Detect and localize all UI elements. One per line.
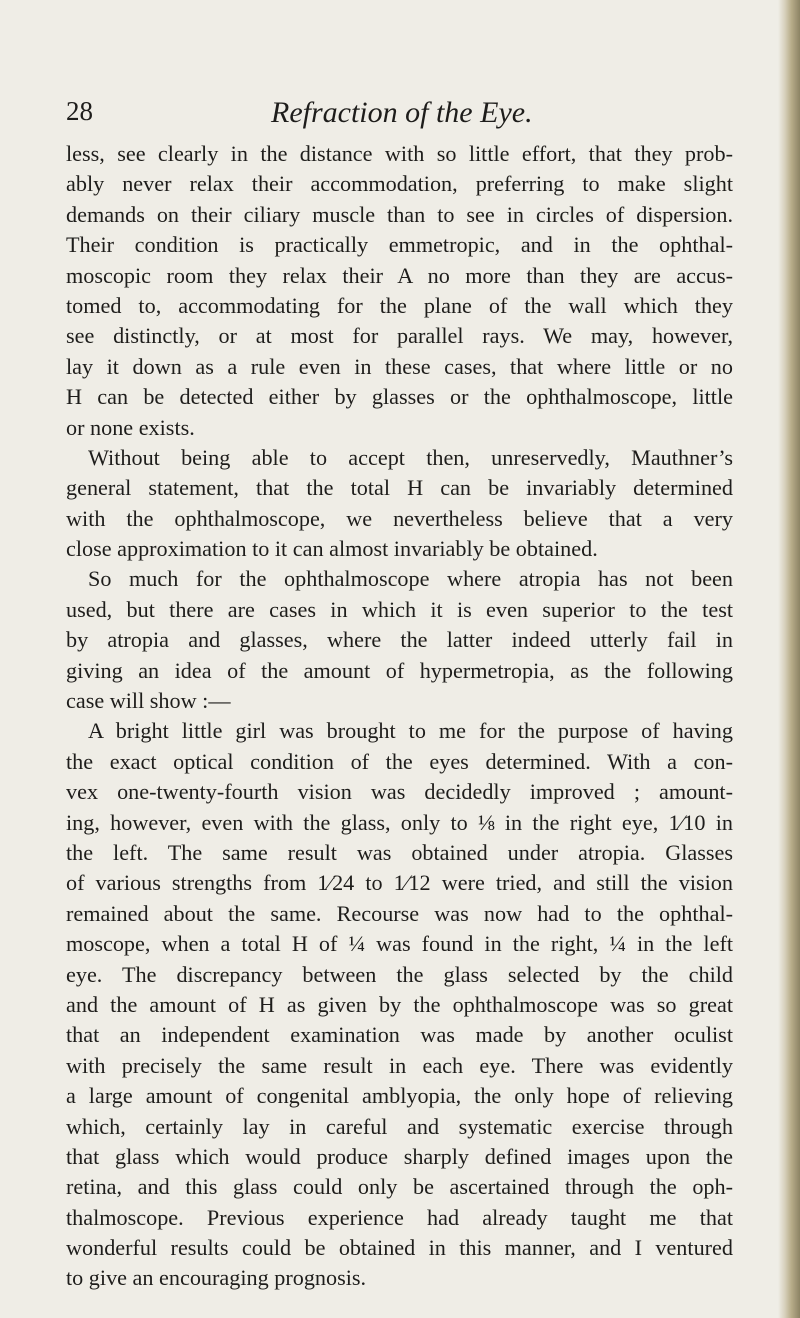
text-line: the left. The same result was obtained under atropia. Glasses bbox=[66, 839, 733, 865]
text-line: So much for the ophthalmoscope where atropia has not been bbox=[88, 566, 733, 592]
page-edge-shading bbox=[778, 0, 800, 1318]
text-line: ably never relax their accommodation, preferring to make slight bbox=[66, 171, 733, 197]
text-line: less, see clearly in the distance with so little effort, that they prob- bbox=[66, 141, 733, 166]
text-line: A bright little girl was brought to me for the purpose of having bbox=[88, 718, 733, 744]
text-line: with precisely the same result in each eye. There was evidently bbox=[66, 1052, 733, 1078]
text-line: or none exists. bbox=[66, 414, 195, 440]
text-line: which, certainly lay in careful and systematic exercise through bbox=[66, 1113, 733, 1139]
page-header bbox=[66, 96, 732, 136]
text-line: to give an encouraging prognosis. bbox=[66, 1265, 367, 1291]
text-line: tomed to, accommodating for the plane of the wall which they bbox=[66, 292, 733, 318]
text-line: by atropia and glasses, where the latter indeed utterly fail in bbox=[66, 627, 733, 653]
text-line: remained about the same. Recourse was now had to the ophthal- bbox=[66, 900, 733, 926]
text-line: giving an idea of the amount of hypermetropia, as the following bbox=[66, 657, 733, 683]
text-line: demands on their ciliary muscle than to see in circles of dispersion. bbox=[66, 201, 733, 227]
text-line: H can be detected either by glasses or the ophthalmoscope, little bbox=[66, 384, 733, 410]
text-line: with the ophthalmoscope, we nevertheless believe that a very bbox=[66, 505, 733, 531]
text-line: a large amount of congenital amblyopia, the only hope of relieving bbox=[66, 1083, 733, 1109]
text-line: retina, and this glass could only be ascertained through the oph- bbox=[66, 1174, 733, 1200]
running-title: Refraction of the Eye. bbox=[271, 96, 533, 129]
text-line: close approximation to it can almost invariably be obtained. bbox=[66, 536, 598, 562]
text-line: the exact optical condition of the eyes determined. With a con- bbox=[66, 748, 733, 774]
page-number: 28 bbox=[66, 96, 93, 126]
text-line: vex one-twenty-fourth vision was decidedly improved ; amount- bbox=[66, 779, 733, 805]
text-line: moscopic room they relax their A no more than they are accus- bbox=[66, 262, 733, 288]
text-line: lay it down as a rule even in these cases, that where little or no bbox=[66, 353, 733, 379]
text-line: that glass which would produce sharply defined images upon the bbox=[66, 1143, 733, 1169]
text-line: eye. The discrepancy between the glass selected by the child bbox=[66, 961, 733, 987]
text-line: Without being able to accept then, unreservedly, Mauthner’s bbox=[88, 444, 733, 470]
text-line: moscope, when a total H of ¼ was found in the right, ¼ in the left bbox=[66, 931, 733, 957]
text-line: ing, however, even with the glass, only to ⅛ in the right eye, 1⁄10 in bbox=[66, 809, 733, 835]
text-line: thalmoscope. Previous experience had already taught me that bbox=[66, 1204, 733, 1230]
text-line: that an independent examination was made by another oculist bbox=[66, 1022, 733, 1048]
body-text bbox=[66, 139, 733, 1294]
text-line: Their condition is practically emmetropic, and in the ophthal- bbox=[66, 232, 733, 258]
text-line: wonderful results could be obtained in this manner, and I ventured bbox=[66, 1235, 733, 1261]
text-line: see distinctly, or at most for parallel rays. We may, however, bbox=[66, 323, 733, 349]
text-line: of various strengths from 1⁄24 to 1⁄12 were tried, and still the vision bbox=[66, 870, 733, 896]
text-line: and the amount of H as given by the ophthalmoscope was so great bbox=[66, 991, 733, 1017]
text-line: used, but there are cases in which it is even superior to the test bbox=[66, 596, 733, 622]
text-line: general statement, that the total H can be invariably determined bbox=[66, 475, 733, 501]
text-line: case will show :— bbox=[66, 688, 231, 714]
